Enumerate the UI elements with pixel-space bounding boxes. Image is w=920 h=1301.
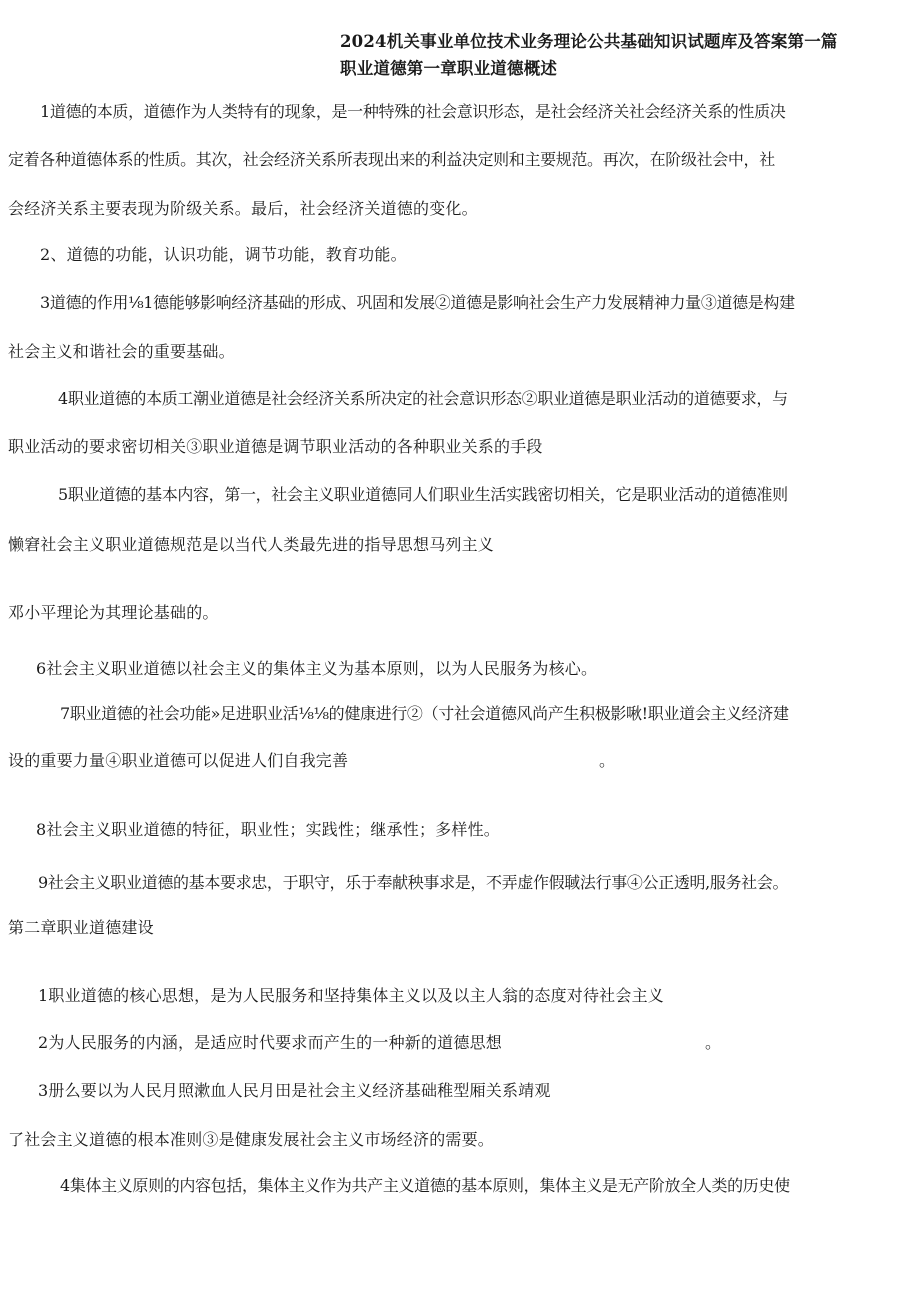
paragraph-7-line-2-end-mark: 。 (599, 751, 616, 770)
document-title-line-1: 2024机关事业单位技术业务理论公共基础知识试题库及答案第一篇 (340, 32, 838, 51)
paragraph-6: 6社会主义职业道德以社会主义的集体主义为基本原则，以为人民服务为核心。 (36, 659, 598, 678)
paragraph-7-line-1: 7职业道德的社会功能»足进职业活⅛⅛的健康进行②（寸社会道德风尚产生积极影啾!职业道会主义经济建 (60, 704, 789, 723)
chapter-2-paragraph-2-end-mark: 。 (705, 1033, 722, 1052)
paragraph-4-line-2: 职业活动的要求密切相关③职业道德是调节职业活动的各种职业关系的手段 (8, 437, 543, 456)
paragraph-5-line-2: 懒窘社会主义职业道德规范是以当代人类最先进的指导思想马列主义 (8, 535, 495, 554)
chapter-2-paragraph-1: 1职业道德的核心思想，是为人民服务和坚持集体主义以及以主人翁的态度对待社会主义 (38, 986, 664, 1005)
paragraph-8: 8社会主义职业道德的特征，职业性；实践性；继承性；多样性。 (36, 820, 500, 839)
chapter-2-paragraph-4: 4集体主义原则的内容包括，集体主义作为共产主义道德的基本原则，集体主义是无产阶放全人类的历史使 (60, 1176, 790, 1195)
paragraph-3-line-1: 3道德的作用⅛1德能够影响经济基础的形成、巩固和发展②道德是影响社会生产力发展精神力量③道德是构建 (40, 293, 795, 312)
paragraph-1-line-1: 1道德的本质，道德作为人类特有的现象，是一种特殊的社会意识形态，是社会经济关社会经济关系的性质决 (40, 102, 786, 121)
chapter-2-heading: 第二章职业道德建设 (8, 918, 154, 937)
chapter-2-paragraph-2: 2为人民服务的内涵，是适应时代要求而产生的一种新的道德思想 (38, 1033, 502, 1052)
paragraph-5-line-3: 邓小平理论为其理论基础的。 (8, 603, 219, 622)
chapter-2-paragraph-3-line-2: 了社会主义道德的根本准则③是健康发展社会主义市场经济的需要。 (8, 1130, 495, 1149)
paragraph-1-line-2: 定着各种道德体系的性质。其次，社会经济关系所表现出来的利益决定则和主要规范。再次，在阶级社会中，社 (8, 150, 775, 169)
paragraph-2: 2、道德的功能，认识功能，调节功能，教育功能。 (40, 245, 407, 264)
chapter-2-paragraph-3-line-1: 3册么要以为人民月照漱血人民月田是社会主义经济基础稚型厢关系靖观 (38, 1081, 551, 1100)
paragraph-9: 9社会主义职业道德的基本要求忠，于职守，乐于奉献秧事求是，不弄虚作假聝法行事④公正透明,服务社会。 (38, 873, 789, 892)
paragraph-7-line-2: 设的重要力量④职业道德可以促进人们自我完善 (8, 751, 349, 770)
paragraph-1-line-3: 会经济关系主要表现为阶级关系。最后，社会经济关道德的变化。 (8, 199, 478, 218)
paragraph-3-line-2: 社会主义和谐社会的重要基础。 (8, 342, 235, 361)
paragraph-4-line-1: 4职业道德的本质工潮业道德是社会经济关系所决定的社会意识形态②职业道德是职业活动的道德要求，与 (58, 389, 788, 408)
document-title-line-2: 职业道德第一章职业道德概述 (340, 59, 558, 78)
paragraph-5-line-1: 5职业道德的基本内容，第一，社会主义职业道德同人们职业生活实践密切相关，它是职业活动的道德准则 (58, 485, 788, 504)
